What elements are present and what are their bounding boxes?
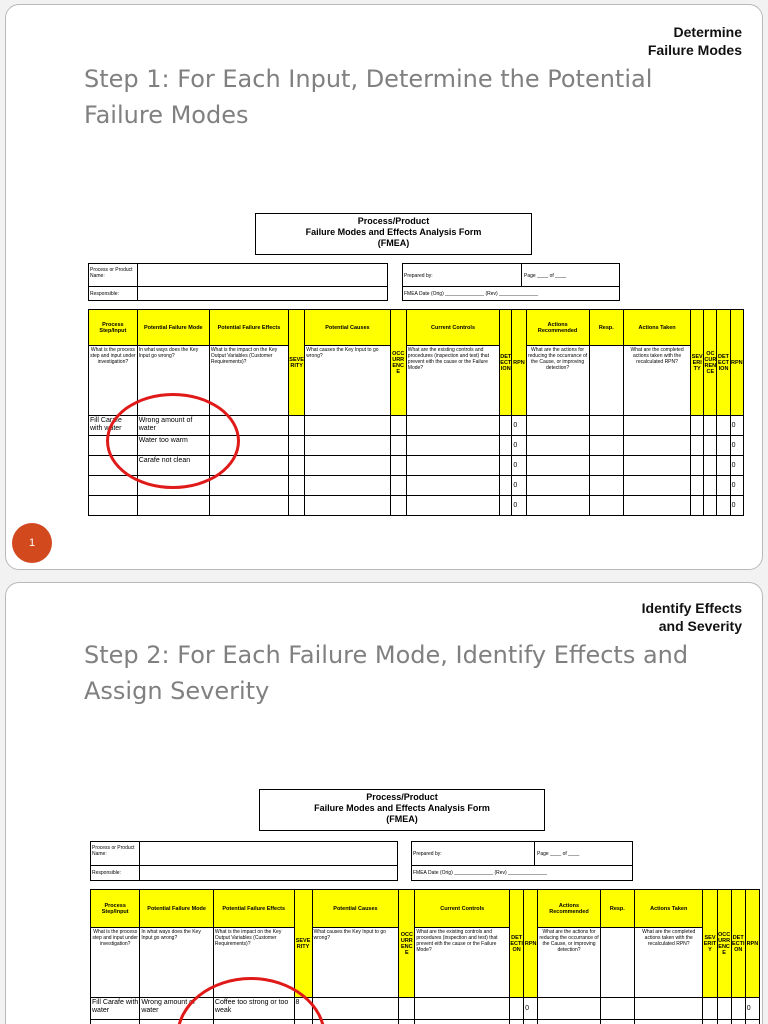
effect-cell [209,416,288,436]
cell [691,476,704,496]
cell [526,436,589,456]
step-cell [89,476,138,496]
cell [624,496,691,516]
cell [589,456,624,476]
rpn-cell: 0 [730,496,743,516]
failure-mode-cell [137,496,209,516]
cell [624,476,691,496]
cell [703,998,717,1020]
rpn-cell: 0 [512,416,526,436]
responsible-label: Responsible: [92,870,121,876]
cell [691,456,704,476]
rpn-cell: 0 [512,476,526,496]
table-row [91,998,760,1020]
col-header: Resp. [589,310,624,346]
slide-title-line: Assign Severity [84,677,270,705]
col-question: What are the existing controls and procedures (inspection and test) that prevent eith the cause or the Failure Mode? [415,928,510,998]
cell [538,1020,600,1024]
col-header: RPN [524,890,538,998]
cell [289,496,305,516]
effect-cell: Coffee too strong or too weak [213,998,294,1020]
cell [526,416,589,436]
cell [312,998,399,1020]
cell [406,456,499,476]
effect-cell [209,496,288,516]
cell [289,476,305,496]
fmea-form-title [259,789,545,831]
process-name-label: Process or Product Name: [90,267,133,279]
failure-mode-cell [137,476,209,496]
col-header: Resp. [600,890,634,928]
col-question: What are the actions for reducing the occurrance of the Cause, or improving detection? [526,346,589,416]
form-title-line: Process/Product [357,216,430,226]
table-row [89,456,744,476]
cell [691,416,704,436]
cell [634,998,703,1020]
cell [289,416,305,436]
col-header: Actions Taken [634,890,703,928]
fmea-table [90,889,760,1024]
slide-1 [5,4,763,570]
step-cell [89,496,138,516]
effect-cell [209,436,288,456]
fmea-header-left [88,263,388,301]
cell [624,416,691,436]
slide-number: 1 [28,537,36,549]
cell [510,1020,524,1024]
fmea-header-right [402,263,620,301]
failure-mode-cell: Carafe not clean [137,456,209,476]
severity-cell: 8 [294,998,312,1020]
cell [589,496,624,516]
col-header: SEVERITY [289,310,305,416]
rpn-cell: 0 [730,456,743,476]
fmea-date-label: FMEA Date (Orig) ______________ (Rev) ______________ [404,291,538,297]
cell [704,496,717,516]
fmea-form-title [255,213,532,255]
cell [524,1020,538,1024]
cell [140,1020,214,1024]
failure-mode-cell: Water too warm [137,436,209,456]
rpn-cell: 0 [512,456,526,476]
col-header: OCCURRENCE [704,310,717,416]
cell [745,1020,759,1024]
rpn-cell: 0 [730,436,743,456]
cell [390,436,406,456]
cell [500,456,512,476]
cell [390,476,406,496]
rpn-cell: 0 [512,436,526,456]
col-question: What is the impact on the Key Output Variables (Customer Requirements)? [213,928,294,998]
col-header: RPN [745,890,759,998]
col-header: OCCURRENCE [390,310,406,416]
cell [704,416,717,436]
cell [406,496,499,516]
form-title-line: (FMEA) [386,814,418,824]
col-header: Potential Failure Mode [137,310,209,346]
cell [500,496,512,516]
cell [390,496,406,516]
form-title-line: (FMEA) [377,238,410,248]
slide-title [84,637,688,709]
step-cell: Fill Carafe with water [91,998,140,1020]
col-question: What is the process step and input under investigation? [89,346,138,416]
slide-number-badge [12,523,52,563]
fmea-date-label: FMEA Date (Orig) ______________ (Rev) ______________ [413,870,547,876]
col-question: What is the impact on the Key Output Variables (Customer Requirements)? [209,346,288,416]
cell [399,998,415,1020]
cell [500,416,512,436]
col-question: What are the completed actions taken with the recalculated RPN? [634,928,703,998]
col-header: DETECTION [510,890,524,998]
responsible-label: Responsible: [90,291,119,297]
col-header: Actions Taken [624,310,691,346]
cell [305,496,390,516]
cell [390,416,406,436]
table-row [91,1020,760,1024]
effect-cell [209,456,288,476]
cell [538,998,600,1020]
col-header: Potential Failure Mode [140,890,214,928]
cell [213,1020,294,1024]
col-question: In what ways does the Key Input go wrong? [140,928,214,998]
prepared-by-label: Prepared by: [404,273,433,279]
table-row [89,416,744,436]
rpn-cell: 0 [524,998,538,1020]
cell [526,496,589,516]
cell [691,436,704,456]
rpn-cell: 0 [730,416,743,436]
cell [294,1020,312,1024]
cell [500,476,512,496]
cell [634,1020,703,1024]
col-header: OCCURRENCE [399,890,415,998]
cell [703,1020,717,1024]
col-header: RPN [512,310,526,416]
col-header: Current Controls [406,310,499,346]
col-header: Potential Failure Effects [209,310,288,346]
cell [589,416,624,436]
page-label: Page ____ of ____ [524,273,567,279]
slide-title-line: Failure Modes [84,101,249,129]
cell [717,998,731,1020]
cell [406,476,499,496]
prepared-by-label: Prepared by: [413,851,442,857]
cell [526,476,589,496]
failure-mode-cell: Wrong amount of water [137,416,209,436]
col-header: Current Controls [415,890,510,928]
cell [717,496,730,516]
col-header: Process Step/Input [89,310,138,346]
col-question [600,928,634,998]
col-question: In what ways does the Key Input go wrong? [137,346,209,416]
cell [624,456,691,476]
corner-label [648,23,742,59]
cell [691,496,704,516]
table-row [89,436,744,456]
cell [600,1020,634,1024]
col-question: What is the process step and input under investigation? [91,928,140,998]
cell [289,456,305,476]
slide-title-line: Step 1: For Each Input, Determine the Potential [84,65,653,93]
cell [624,436,691,456]
table-row [89,476,744,496]
cell [600,998,634,1020]
col-header: OCCURRENCE [717,890,731,998]
cell [406,436,499,456]
cell [589,476,624,496]
form-title-line: Process/Product [366,792,438,802]
slide-title-line: Step 2: For Each Failure Mode, Identify Effects and [84,641,689,669]
cell [717,416,730,436]
col-question: What causes the Key Input to go wrong? [312,928,399,998]
slide-title [84,61,652,133]
col-header: SEVERITY [691,310,704,416]
col-question [589,346,624,416]
slide-2 [5,582,763,1024]
cell [399,1020,415,1024]
col-header: SEVERITY [294,890,312,998]
cell [406,416,499,436]
fmea-table [88,309,744,516]
corner-label-line: Determine [673,24,742,40]
col-header: Potential Causes [305,310,390,346]
cell [305,476,390,496]
rpn-cell: 0 [730,476,743,496]
cell [312,1020,399,1024]
step-cell: Fill Carafe with water [89,416,138,436]
table-row [89,496,744,516]
failure-mode-cell: Wrong amount of water [140,998,214,1020]
cell [704,456,717,476]
rpn-cell: 0 [512,496,526,516]
cell [510,998,524,1020]
col-header: DETECTION [731,890,745,998]
cell [717,476,730,496]
col-question: What are the actions for reducing the occurrance of the Cause, or improving detection? [538,928,600,998]
process-name-label: Process or Product Name: [92,845,135,857]
fmea-header-left [90,841,398,881]
col-header: Potential Causes [312,890,399,928]
col-header: Actions Recommended [526,310,589,346]
form-title-line: Failure Modes and Effects Analysis Form [314,803,490,813]
corner-label-line: Failure Modes [647,42,742,58]
cell [305,416,390,436]
col-header: RPN [730,310,743,416]
col-question: What are the completed actions taken with the recalculated RPN? [624,346,691,416]
col-header: SEVERITY [703,890,717,998]
step-cell [89,436,138,456]
col-header: Process Step/Input [91,890,140,928]
corner-label-line: and Severity [658,618,742,634]
cell [390,456,406,476]
cell [717,1020,731,1024]
cell [415,998,510,1020]
cell [704,476,717,496]
corner-label-line: Identify Effects [641,600,742,616]
col-question: What causes the Key Input to go wrong? [305,346,390,416]
effect-cell [209,476,288,496]
cell [289,436,305,456]
col-question: What are the existing controls and procedures (inspection and test) that prevent eith the cause or the Failure Mode? [406,346,499,416]
corner-label [642,599,742,635]
cell [500,436,512,456]
cell [731,1020,745,1024]
col-header: DETECTION [500,310,512,416]
fmea-header-right [411,841,633,881]
step-cell [89,456,138,476]
cell [415,1020,510,1024]
cell [717,436,730,456]
cell [305,456,390,476]
cell [589,436,624,456]
col-header: Potential Failure Effects [213,890,294,928]
cell [91,1020,140,1024]
cell [717,456,730,476]
col-header: Actions Recommended [538,890,600,928]
cell [526,456,589,476]
page-label: Page ____ of ____ [537,851,580,857]
cell [305,436,390,456]
cell [731,998,745,1020]
cell [704,436,717,456]
form-title-line: Failure Modes and Effects Analysis Form [305,227,482,237]
rpn-cell: 0 [745,998,759,1020]
col-header: DETECTION [717,310,730,416]
